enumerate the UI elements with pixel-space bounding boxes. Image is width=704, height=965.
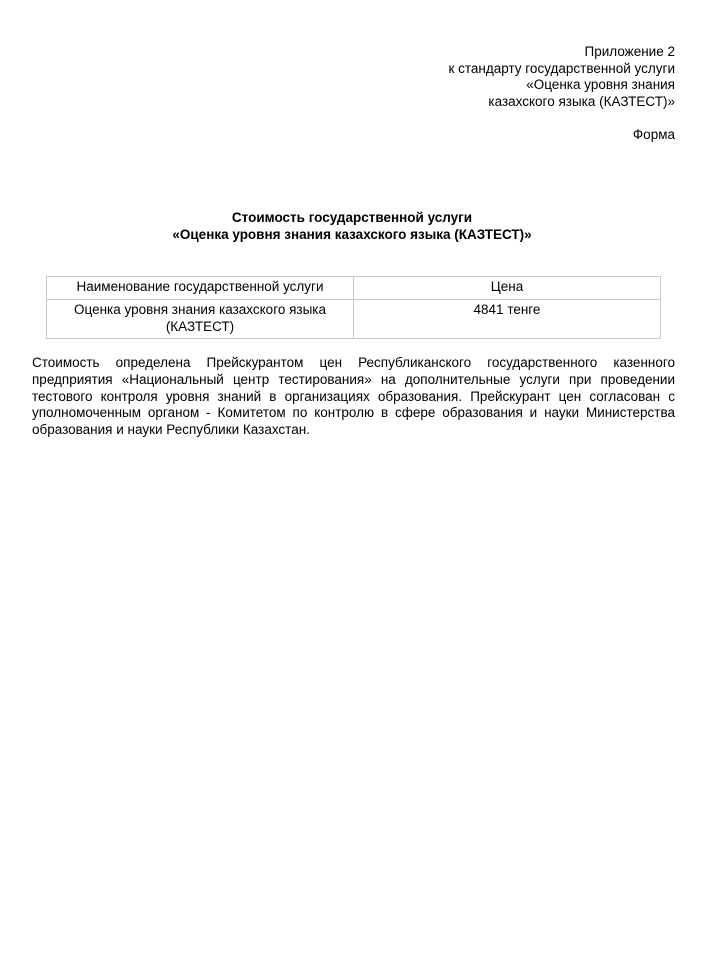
appendix-service-name-cont: казахского языка (КАЗТЕСТ)» [488, 93, 675, 109]
column-header-service: Наименование государственной услуги [47, 277, 354, 300]
form-label: Форма [632, 127, 675, 142]
table-row [47, 300, 661, 339]
title-line-2: «Оценка уровня знания казахского языка (КАЗТЕСТ)» [172, 226, 532, 242]
document-title [0, 210, 704, 243]
appendix-number: Приложение 2 [584, 44, 675, 59]
appendix-service-name: «Оценка уровня знания [526, 77, 675, 92]
cell-service-name: Оценка уровня знания казахского языка (КАЗТЕСТ) [47, 300, 354, 339]
appendix-header [275, 44, 675, 110]
title-line-1: Стоимость государственной услуги [231, 210, 473, 225]
price-table [46, 276, 661, 339]
cost-note-paragraph: Стоимость определена Прейскурантом цен Республиканского государственного казенного предприятия «Национальный центр тестирования» на дополнительные услуги при проведении тестового контроля уровня знаний в организациях образования. Прейскурант цен согласован с уполномоченным органом - Комитетом по контролю в сфере образования и науки Министерства образования и науки Республики Казахстан. [32, 355, 675, 438]
cell-price: 4841 тенге [354, 300, 661, 339]
column-header-price: Цена [354, 277, 661, 300]
table-header-row [47, 277, 661, 300]
appendix-standard-ref: к стандарту государственной услуги [448, 60, 675, 76]
